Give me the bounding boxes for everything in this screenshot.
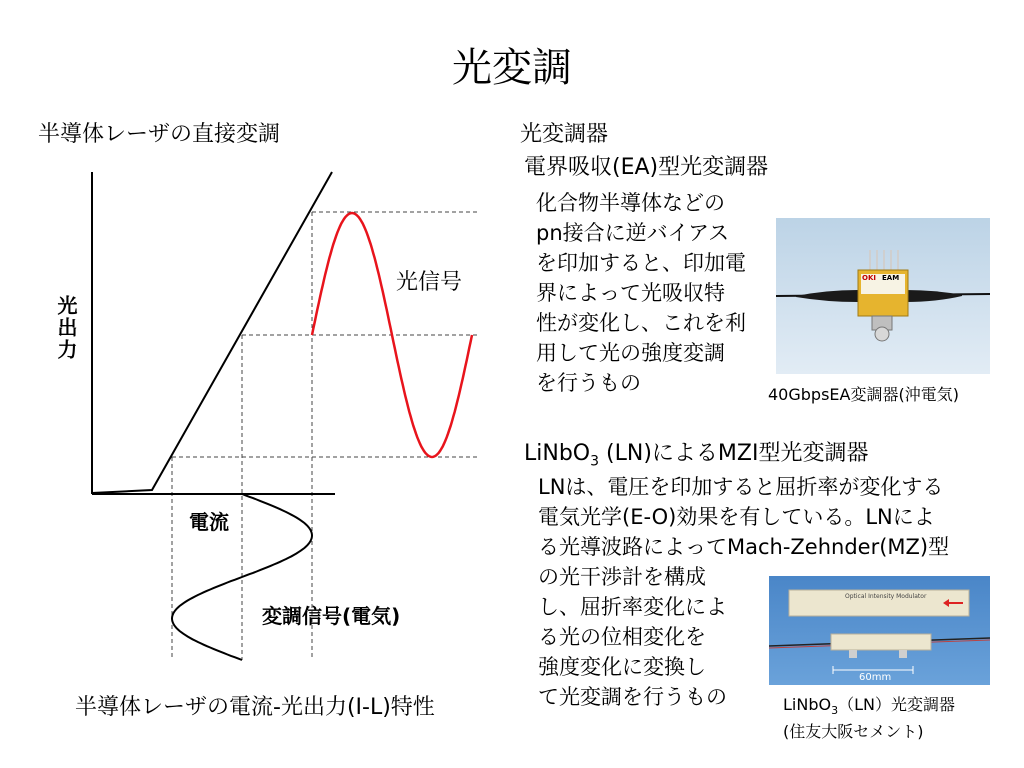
modulation-signal-label: 変調信号(電気) (262, 604, 401, 628)
ln-subheading-text: LiNbO (524, 441, 591, 466)
ea-line: を行うもの (536, 371, 641, 395)
y-axis-label: 光出力 (54, 295, 78, 361)
ln-subheading (524, 436, 868, 469)
ln-line: る光の位相変化を (538, 625, 706, 649)
ln-line: LNは、電圧を印加すると屈折率が変化する (538, 475, 944, 499)
ea-description (536, 188, 746, 398)
ln-line: る光導波路によってMach-Zehnder(MZ)型 (538, 535, 950, 559)
ea-photo-caption: 40GbpsEA変調器(沖電気) (768, 385, 959, 404)
ea-photo-type: EAM (882, 274, 900, 282)
ln-subheading-sub: 3 (590, 453, 600, 470)
left-caption: 半導体レーザの電流-光出力(I-L)特性 (75, 695, 435, 720)
ln-line: 電気光学(E-O)効果を有している。LNによ (538, 505, 935, 529)
ln-line: の光干渉計を構成 (538, 565, 706, 589)
il-curve (92, 172, 332, 493)
ln-photo-caption-line1 (783, 694, 955, 721)
ln-caption-text: LiNbO (783, 695, 832, 714)
ln-photo-label: Optical Intensity Modulator (845, 593, 927, 600)
ln-photo-scale: 60mm (859, 672, 892, 683)
ln-subheading-rest: (LN)によるMZI型光変調器 (599, 441, 869, 466)
ea-line: 用して光の強度変調 (536, 341, 725, 365)
ln-caption-rest: （LN）光変調器 (838, 695, 955, 714)
ea-photo-brand: OKI (862, 274, 876, 282)
right-heading: 光変調器 (520, 122, 609, 147)
page-title: 光変調 (452, 45, 572, 91)
ln-line: し、屈折率変化によ (538, 595, 727, 619)
ln-line: て光変調を行うもの (538, 685, 727, 709)
ln-caption-sub: 3 (831, 704, 839, 718)
ea-line: 性が変化し、これを利 (536, 311, 746, 335)
ea-line: 化合物半導体などの (536, 191, 725, 215)
current-label: 電流 (189, 510, 229, 534)
ea-line: pn接合に逆バイアス (536, 221, 730, 245)
ln-modulator-photo (769, 576, 990, 685)
ln-line: 強度変化に変換し (538, 655, 706, 679)
ea-line: 界によって光吸収特 (536, 281, 725, 305)
ln-photo-caption (783, 694, 955, 742)
optical-signal-label: 光信号 (396, 270, 463, 295)
left-heading: 半導体レーザの直接変調 (38, 122, 281, 147)
axes (92, 172, 335, 494)
ln-photo-caption-line2: (住友大阪セメント) (783, 722, 924, 742)
ea-line: を印加すると、印加電 (536, 251, 746, 275)
ea-subheading: 電界吸収(EA)型光変調器 (524, 155, 769, 180)
ea-modulator-photo (776, 218, 990, 374)
